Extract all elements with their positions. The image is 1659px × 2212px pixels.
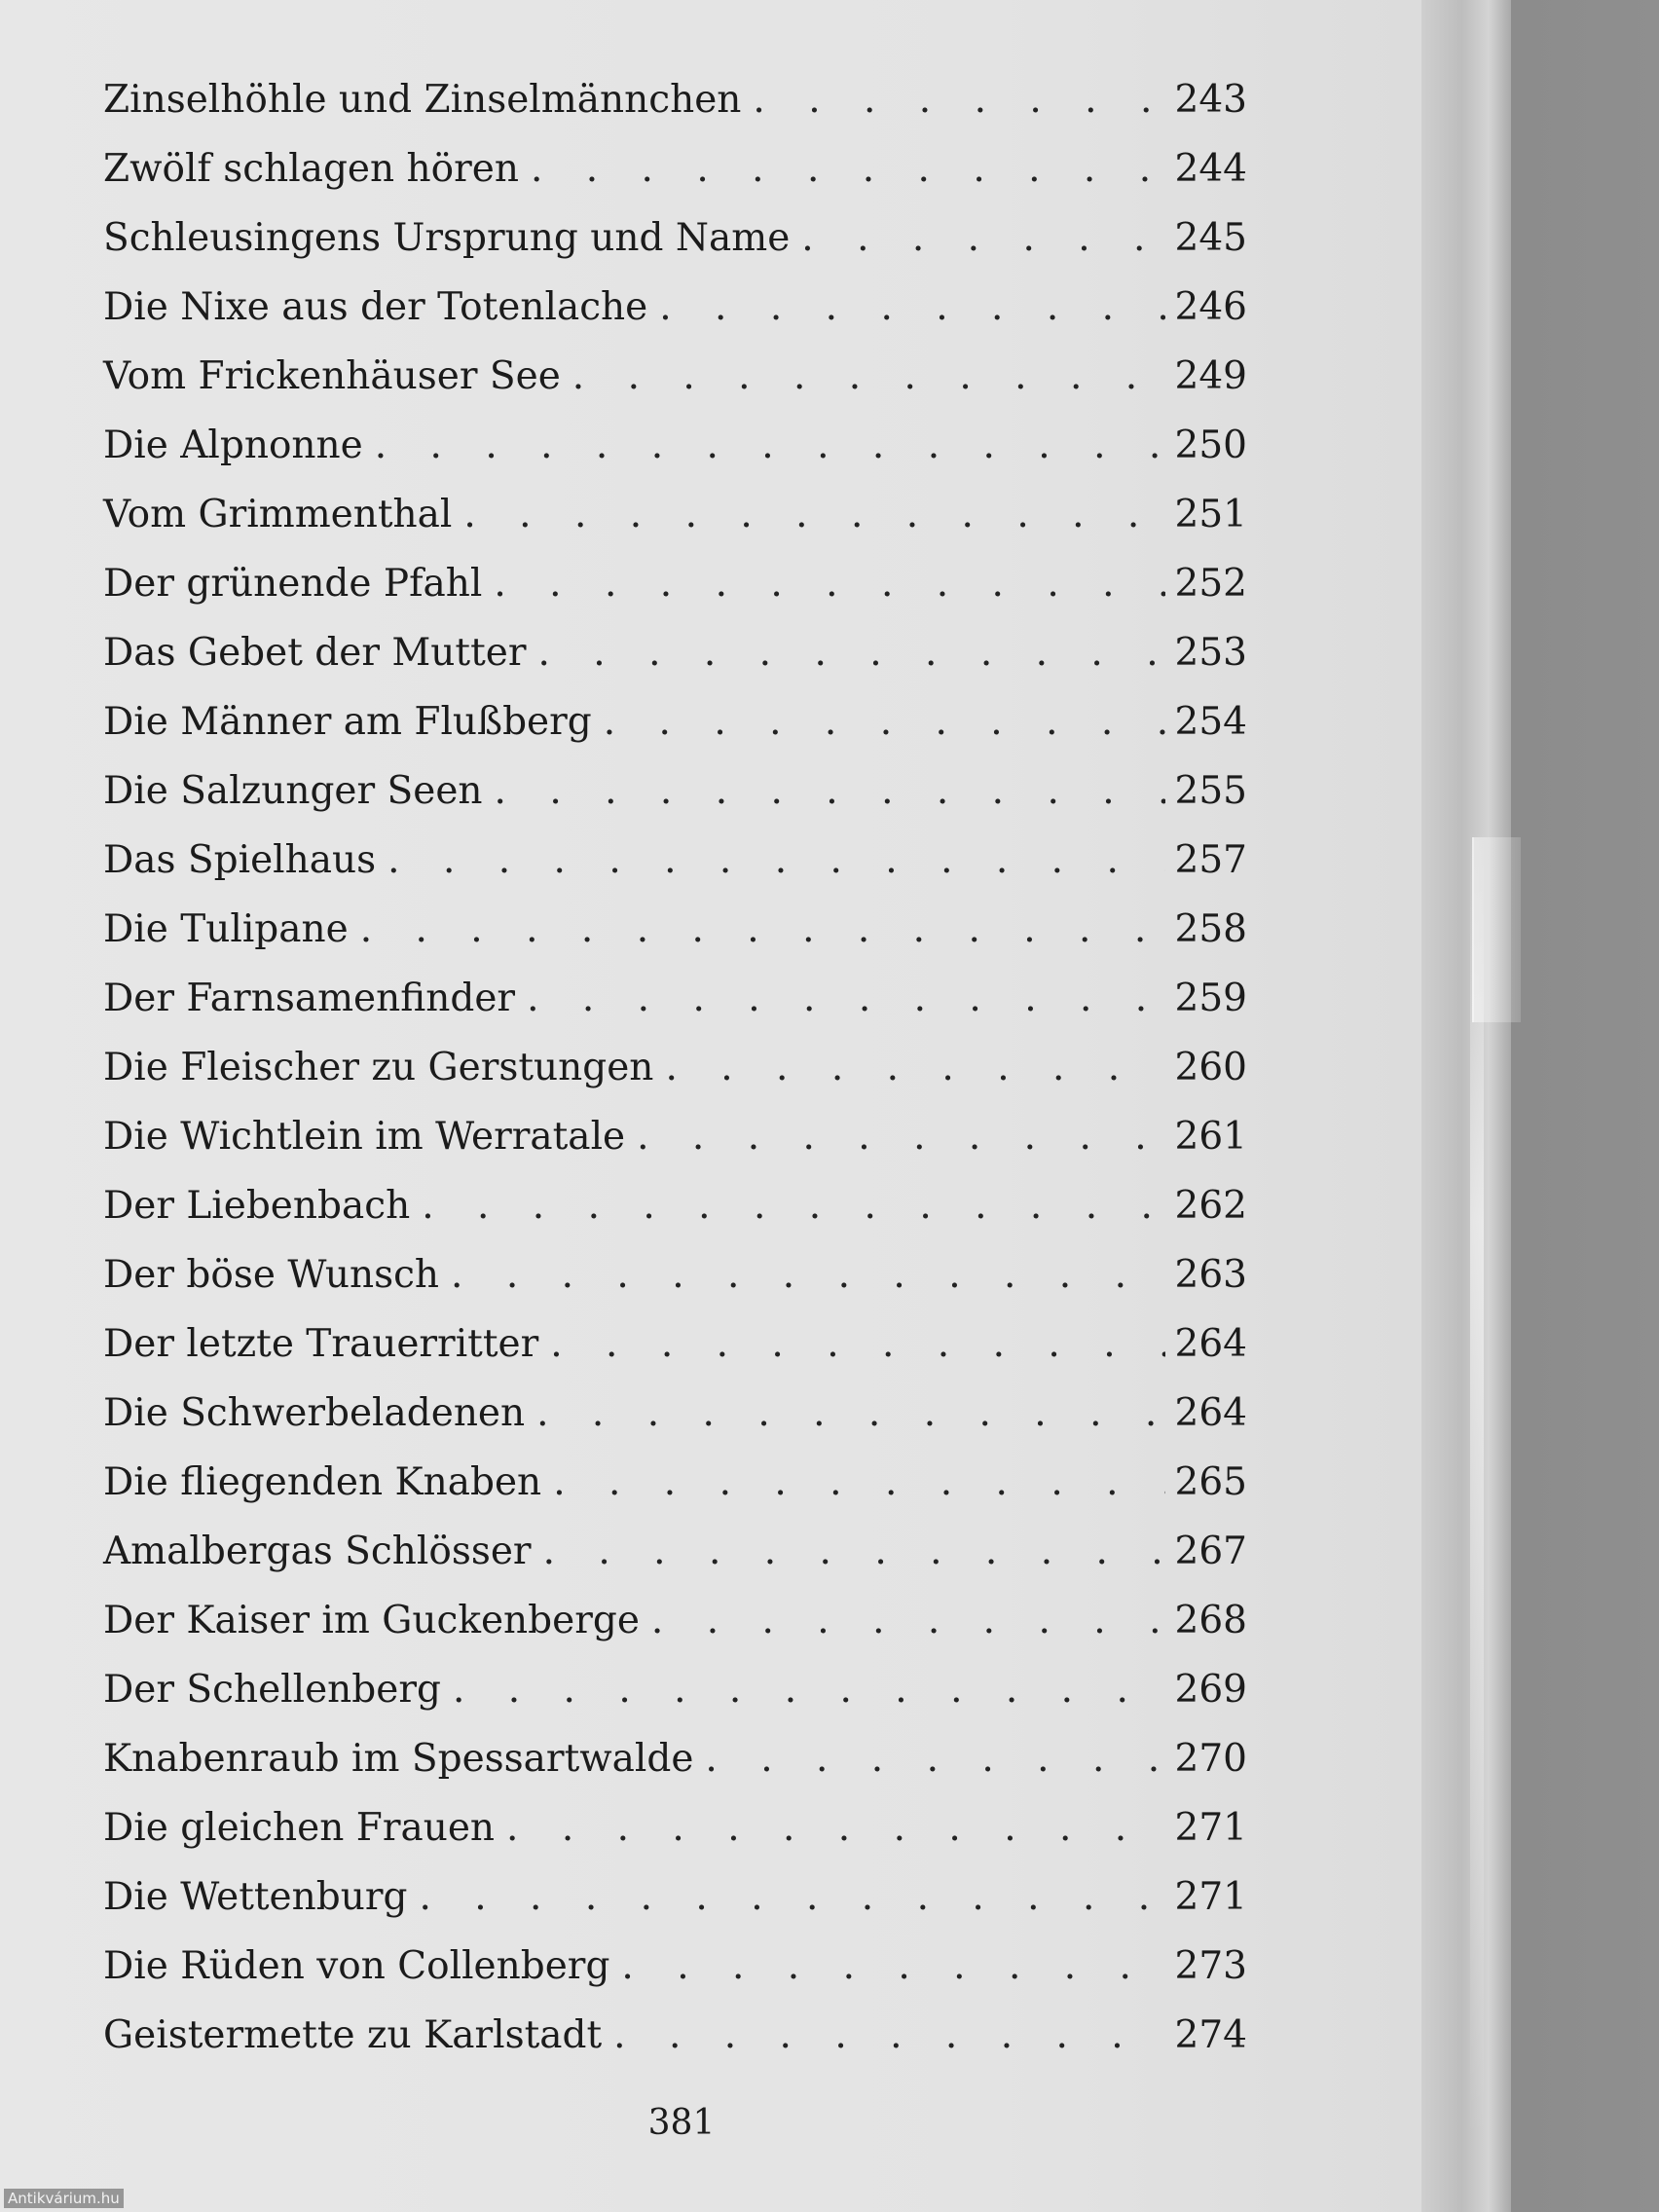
dot-leader bbox=[375, 424, 1165, 467]
toc-entry-title: Die Fleischer zu Gerstungen bbox=[103, 1046, 654, 1089]
toc-entry bbox=[103, 1391, 1247, 1460]
toc-entry bbox=[103, 1944, 1247, 2013]
toc-entry bbox=[103, 354, 1247, 424]
toc-entry bbox=[103, 769, 1247, 838]
toc-entry-page: 253 bbox=[1174, 631, 1247, 675]
toc-entry-title: Die Nixe aus der Totenlache bbox=[103, 285, 648, 329]
toc-entry-page: 258 bbox=[1174, 907, 1247, 951]
dot-leader bbox=[543, 1530, 1165, 1573]
toc-entry-page: 270 bbox=[1174, 1737, 1247, 1781]
toc-entry bbox=[103, 2013, 1247, 2083]
toc-entry-page: 255 bbox=[1174, 769, 1247, 813]
toc-entry bbox=[103, 1875, 1247, 1944]
toc-entry bbox=[103, 1460, 1247, 1530]
toc-entry bbox=[103, 562, 1247, 631]
toc-entry-title: Die Salzunger Seen bbox=[103, 769, 483, 813]
toc-entry bbox=[103, 216, 1247, 285]
toc-entry-title: Der letzte Trauerritter bbox=[103, 1322, 539, 1366]
dot-leader bbox=[536, 1391, 1164, 1435]
toc-entry-page: 274 bbox=[1174, 2013, 1247, 2057]
dot-leader bbox=[495, 769, 1165, 813]
toc-entry-title: Vom Grimmenthal bbox=[103, 493, 453, 536]
toc-entry-title: Der Farnsamenfinder bbox=[103, 977, 516, 1020]
toc-entry-title: Das Spielhaus bbox=[103, 838, 377, 882]
dot-leader bbox=[604, 700, 1165, 744]
page-number: 381 bbox=[647, 2103, 716, 2143]
toc-entry-page: 264 bbox=[1174, 1322, 1247, 1366]
dot-leader bbox=[387, 838, 1164, 882]
dot-leader bbox=[651, 1599, 1165, 1642]
toc-entry-page: 254 bbox=[1174, 700, 1247, 744]
toc-entry-page: 243 bbox=[1174, 78, 1247, 122]
dot-leader bbox=[705, 1737, 1164, 1781]
dot-leader bbox=[453, 1668, 1165, 1712]
toc-entry-title: Geistermette zu Karlstadt bbox=[103, 2013, 603, 2057]
dot-leader bbox=[506, 1806, 1165, 1850]
toc-entry-page: 245 bbox=[1174, 216, 1247, 260]
toc-entry bbox=[103, 1737, 1247, 1806]
toc-entry-title: Die Schwerbeladenen bbox=[103, 1391, 526, 1435]
toc-entry-title: Der böse Wunsch bbox=[103, 1253, 440, 1297]
toc-entry-title: Die Männer am Flußberg bbox=[103, 700, 592, 744]
toc-entry-page: 244 bbox=[1174, 147, 1247, 191]
toc-entry bbox=[103, 1806, 1247, 1875]
book-cover-edge bbox=[1421, 0, 1511, 2212]
toc-entry bbox=[103, 493, 1247, 562]
toc-entry-title: Die Wettenburg bbox=[103, 1875, 408, 1919]
toc-entry-title: Der Liebenbach bbox=[103, 1184, 411, 1228]
toc-entry-title: Die Alpnonne bbox=[103, 424, 363, 467]
dot-leader bbox=[422, 1184, 1164, 1228]
toc-entry-page: 271 bbox=[1174, 1806, 1247, 1850]
dot-leader bbox=[665, 1046, 1164, 1089]
toc-entry bbox=[103, 700, 1247, 769]
toc-entry bbox=[103, 838, 1247, 907]
toc-entry-page: 273 bbox=[1174, 1944, 1247, 1988]
toc-entry-page: 263 bbox=[1174, 1253, 1247, 1297]
dot-leader bbox=[550, 1322, 1164, 1366]
toc-entry-title: Die Wichtlein im Werratale bbox=[103, 1115, 626, 1159]
toc-entry bbox=[103, 1046, 1247, 1115]
toc-entry-page: 249 bbox=[1174, 354, 1247, 398]
toc-entry-page: 267 bbox=[1174, 1530, 1247, 1573]
watermark-text: Antikvárium.hu bbox=[4, 2189, 124, 2208]
toc-entry bbox=[103, 1599, 1247, 1668]
toc-entry-page: 265 bbox=[1174, 1460, 1247, 1504]
dot-leader bbox=[659, 285, 1164, 329]
toc-entry-title: Die Rüden von Collenberg bbox=[103, 1944, 610, 1988]
toc-entry-page: 269 bbox=[1174, 1668, 1247, 1712]
toc-entry-page: 261 bbox=[1174, 1115, 1247, 1159]
toc-entry-page: 246 bbox=[1174, 285, 1247, 329]
toc-entry bbox=[103, 147, 1247, 216]
dot-leader bbox=[360, 907, 1165, 951]
toc-entry bbox=[103, 285, 1247, 354]
toc-entry bbox=[103, 1322, 1247, 1391]
dot-leader bbox=[613, 2013, 1164, 2057]
toc-entry bbox=[103, 78, 1247, 147]
toc-entry-page: 268 bbox=[1174, 1599, 1247, 1642]
toc-entry bbox=[103, 1184, 1247, 1253]
dot-leader bbox=[553, 1460, 1164, 1504]
toc-entry-title: Das Gebet der Mutter bbox=[103, 631, 527, 675]
toc-entry-page: 262 bbox=[1174, 1184, 1247, 1228]
toc-entry-page: 259 bbox=[1174, 977, 1247, 1020]
toc-entry-title: Knabenraub im Spessartwalde bbox=[103, 1737, 694, 1781]
dot-leader bbox=[419, 1875, 1164, 1919]
toc-entry-page: 252 bbox=[1174, 562, 1247, 606]
dot-leader bbox=[801, 216, 1164, 260]
dot-leader bbox=[637, 1115, 1164, 1159]
toc-entry bbox=[103, 907, 1247, 977]
table-of-contents bbox=[103, 78, 1247, 2083]
dot-leader bbox=[621, 1944, 1164, 1988]
toc-entry-title: Der Schellenberg bbox=[103, 1668, 441, 1712]
toc-entry-title: Die gleichen Frauen bbox=[103, 1806, 496, 1850]
toc-entry-title: Die Tulipane bbox=[103, 907, 349, 951]
dot-leader bbox=[572, 354, 1165, 398]
toc-entry bbox=[103, 631, 1247, 700]
toc-entry-title: Der Kaiser im Guckenberge bbox=[103, 1599, 640, 1642]
toc-entry-title: Der grünende Pfahl bbox=[103, 562, 483, 606]
toc-entry-page: 264 bbox=[1174, 1391, 1247, 1435]
toc-entry-title: Vom Frickenhäuser See bbox=[103, 354, 561, 398]
dot-leader bbox=[753, 78, 1164, 122]
toc-entry-page: 260 bbox=[1174, 1046, 1247, 1089]
toc-entry bbox=[103, 1253, 1247, 1322]
toc-entry-title: Zwölf schlagen hören bbox=[103, 147, 519, 191]
toc-entry-title: Die fliegenden Knaben bbox=[103, 1460, 542, 1504]
toc-entry-page: 251 bbox=[1174, 493, 1247, 536]
toc-entry bbox=[103, 1530, 1247, 1599]
toc-entry-page: 257 bbox=[1174, 838, 1247, 882]
toc-entry-title: Zinselhöhle und Zinselmännchen bbox=[103, 78, 742, 122]
dot-leader bbox=[537, 631, 1164, 675]
dot-leader bbox=[527, 977, 1164, 1020]
toc-entry-title: Schleusingens Ursprung und Name bbox=[103, 216, 791, 260]
dot-leader bbox=[463, 493, 1164, 536]
toc-entry-title: Amalbergas Schlösser bbox=[103, 1530, 532, 1573]
toc-entry bbox=[103, 977, 1247, 1046]
toc-entry-page: 250 bbox=[1174, 424, 1247, 467]
toc-entry-page: 271 bbox=[1174, 1875, 1247, 1919]
toc-entry bbox=[103, 1115, 1247, 1184]
toc-entry bbox=[103, 1668, 1247, 1737]
dot-leader bbox=[494, 562, 1164, 606]
dot-leader bbox=[451, 1253, 1165, 1297]
cover-glint bbox=[1470, 828, 1484, 2142]
toc-entry bbox=[103, 424, 1247, 493]
dot-leader bbox=[531, 147, 1165, 191]
